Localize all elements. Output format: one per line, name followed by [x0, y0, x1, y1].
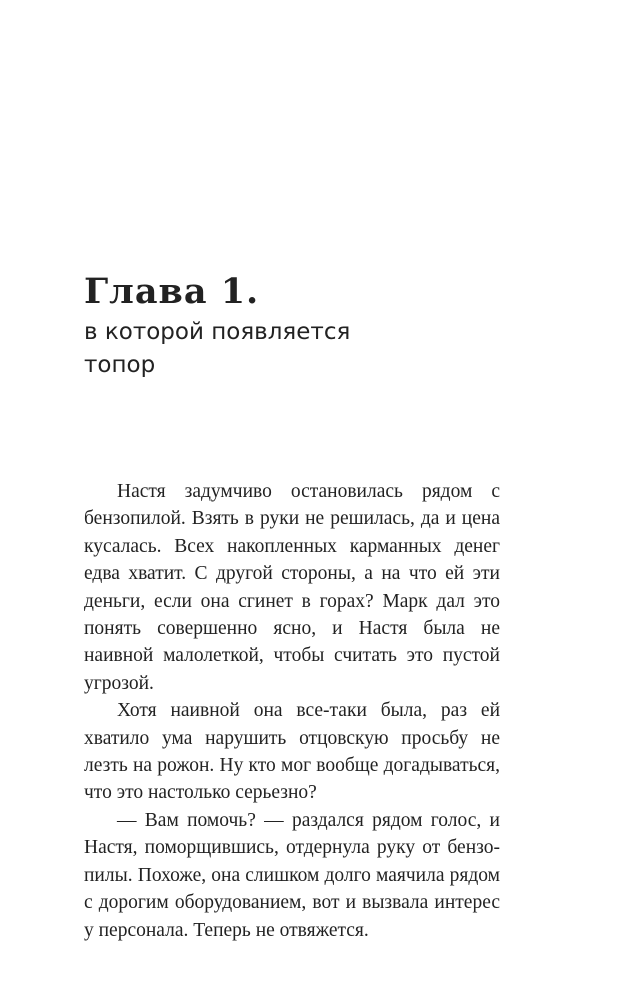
chapter-title: Глава 1.: [84, 271, 260, 312]
chapter-body: [84, 478, 500, 944]
paragraph: — Вам помочь? — раздался рядом голос, и Настя, поморщившись, отдернула руку от бензопилы. Похоже, она слишком долго маячила рядом с дорогим оборудованием, вот и вызвала интерес у персонала. Теперь не отвяжется.: [84, 809, 500, 941]
paragraph: Хотя наивной она все-таки была, раз ей хватило ума нарушить отцовскую просьбу не лезть на рожон. Ну кто мог вообще догадываться, что это настолько серьезно?: [84, 700, 500, 804]
chapter-heading: [84, 270, 544, 382]
chapter-subtitle: в которой появляется топор: [84, 319, 351, 378]
paragraph: Настя задумчиво остановилась рядом с бензопилой. Взять в руки не решилась, да и цена кусалась. Всех накопленных карманных денег едва хватит. С другой стороны, а на что ей эти деньги, если она сгинет в горах? Марк дал это понять совершенно ясно, и Настя была не наивной малолеткой, чтобы считать это пустой угрозой.: [84, 481, 500, 694]
